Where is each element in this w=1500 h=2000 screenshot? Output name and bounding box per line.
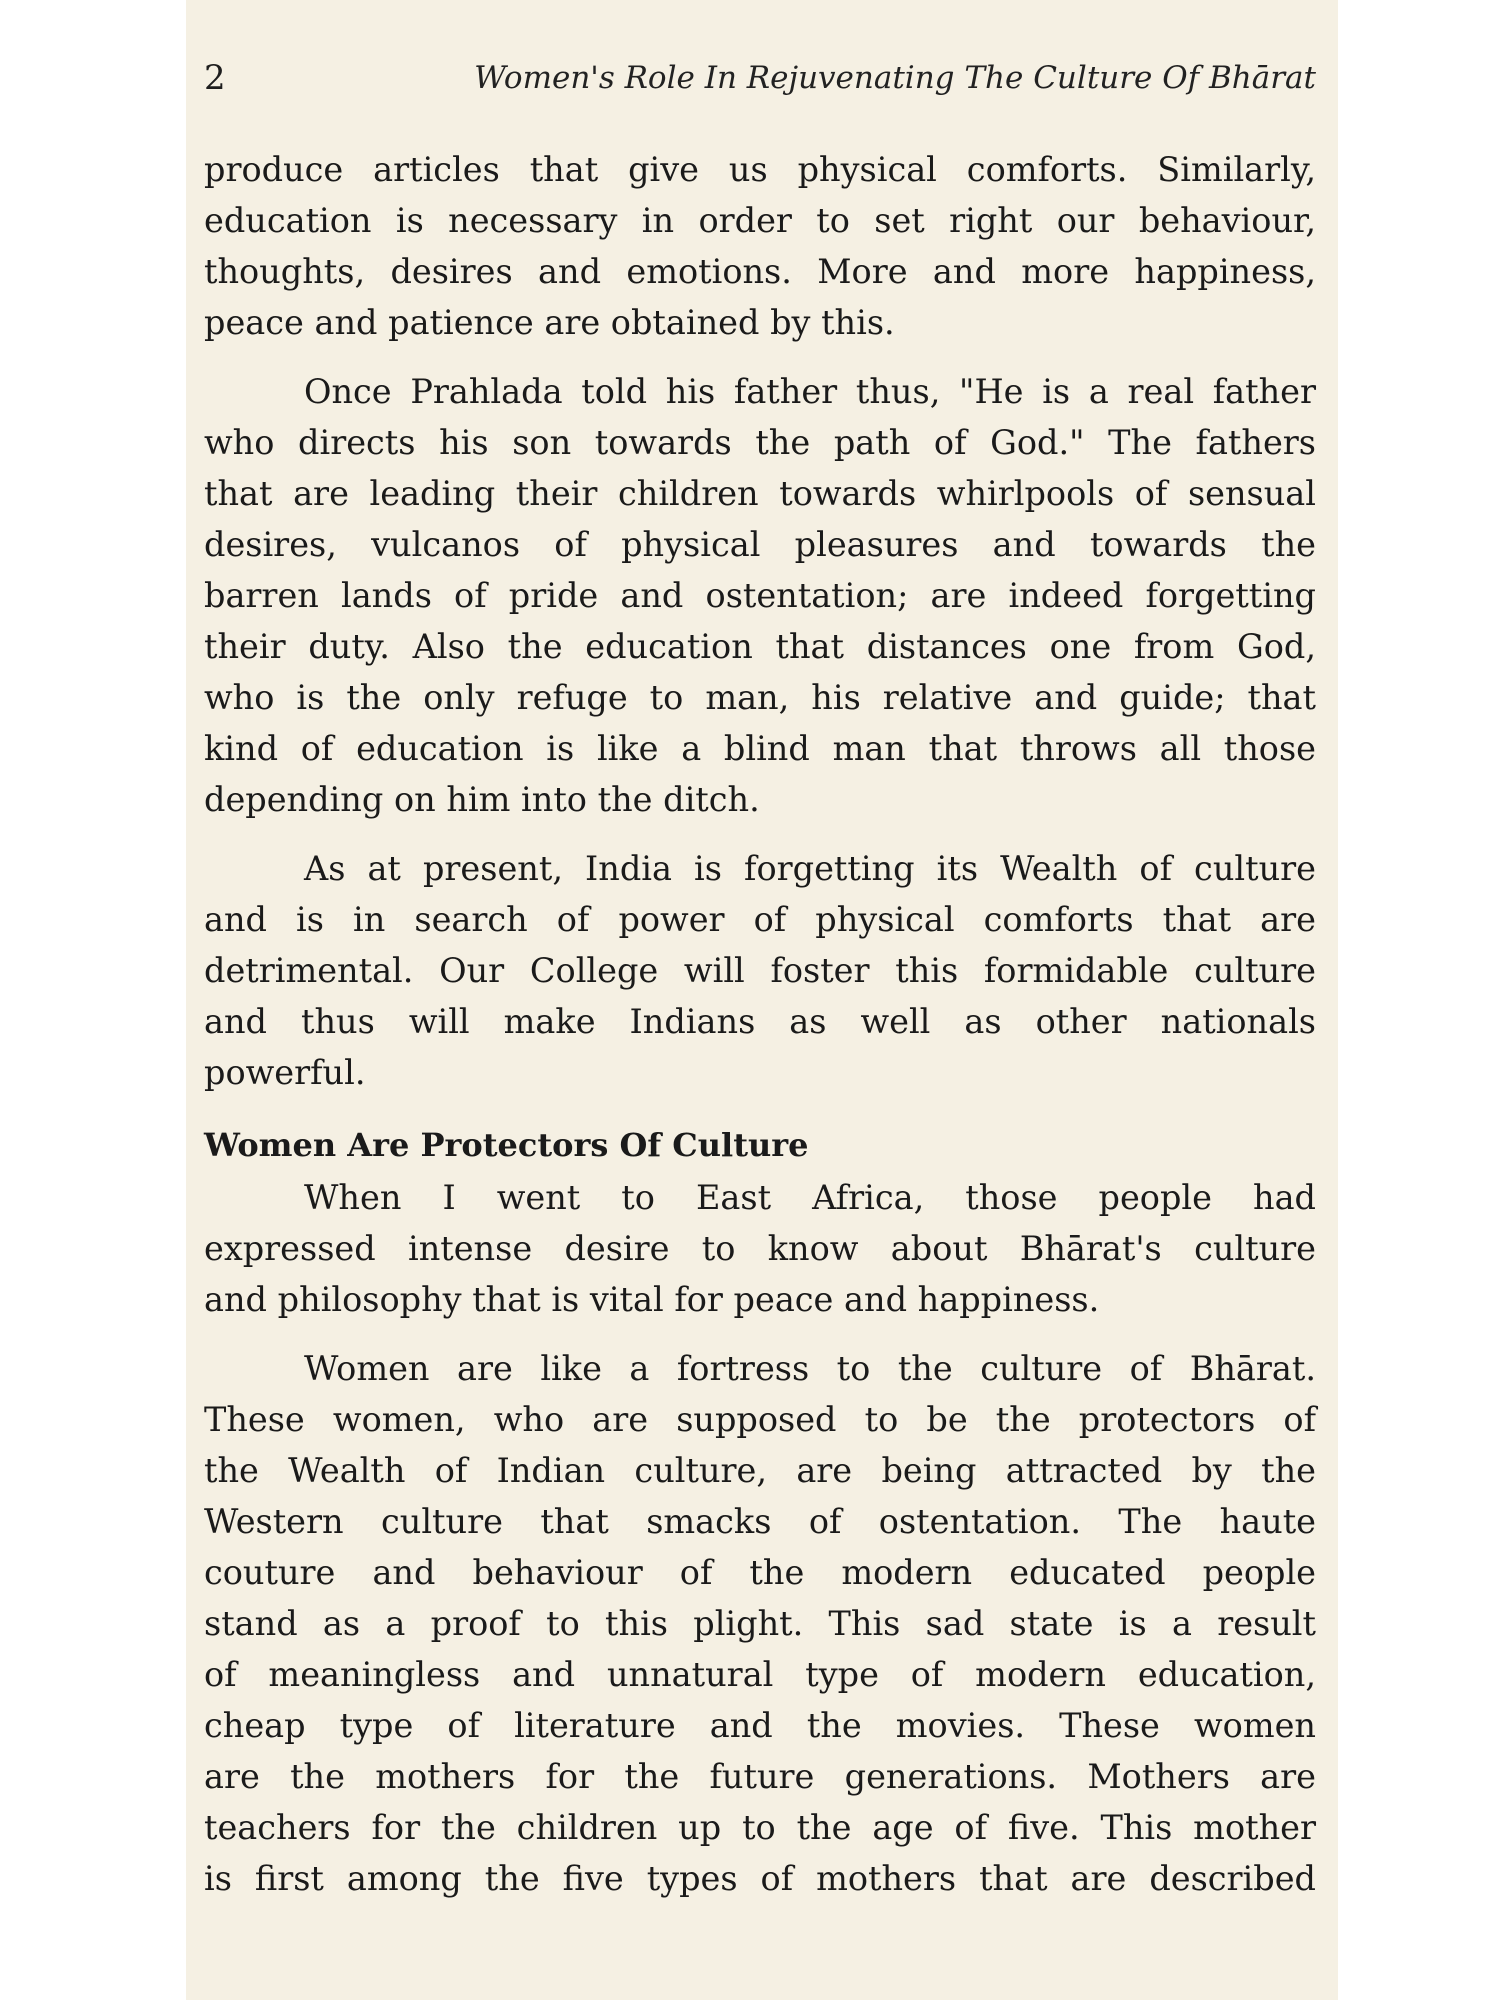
text-line: expressed intense desire to know about Bhārat's culture — [204, 1229, 1316, 1268]
text-line: education is necessary in order to set right our behaviour, — [204, 201, 1316, 240]
text-line: are the mothers for the future generations. Mothers are — [204, 1757, 1316, 1796]
page-header — [204, 58, 1316, 108]
running-title: Women's Role In Rejuvenating The Culture Of Bhārat — [474, 60, 1316, 96]
text-line: These women, who are supposed to be the protectors of — [204, 1400, 1316, 1439]
paragraph-4 — [204, 1172, 1316, 1325]
text-line: kind of education is like a blind man that throws all those — [204, 729, 1316, 768]
text-line: and thus will make Indians as well as other nationals — [204, 1002, 1316, 1041]
text-line: When I went to East Africa, those people had — [304, 1178, 1316, 1217]
text-line: and is in search of power of physical comforts that are — [204, 900, 1316, 939]
text-line: their duty. Also the education that distances one from God, — [204, 627, 1316, 666]
text-line: depending on him into the ditch. — [204, 780, 760, 819]
text-line: As at present, India is forgetting its Wealth of culture — [304, 849, 1316, 888]
text-line: of meaningless and unnatural type of modern education, — [204, 1655, 1316, 1694]
section-heading: Women Are Protectors Of Culture — [204, 1126, 809, 1164]
text-line: Western culture that smacks of ostentation. The haute — [204, 1502, 1316, 1541]
paragraph-5 — [204, 1343, 1316, 1904]
text-line: stand as a proof to this plight. This sad state is a result — [204, 1604, 1316, 1643]
text-line: Women are like a fortress to the culture of Bhārat. — [304, 1349, 1316, 1388]
text-line: couture and behaviour of the modern educated people — [204, 1553, 1316, 1592]
text-line: powerful. — [204, 1053, 366, 1092]
paragraph-3 — [204, 843, 1316, 1098]
paragraph-1 — [204, 144, 1316, 348]
text-line: peace and patience are obtained by this. — [204, 303, 895, 342]
text-line: the Wealth of Indian culture, are being attracted by the — [204, 1451, 1316, 1490]
text-line: Once Prahlada told his father thus, "He is a real father — [304, 372, 1316, 411]
text-line: thoughts, desires and emotions. More and more happiness, — [204, 252, 1316, 291]
page-number: 2 — [204, 58, 226, 98]
paragraph-2 — [204, 366, 1316, 825]
text-line: is first among the five types of mothers that are described — [204, 1859, 1316, 1898]
text-line: produce articles that give us physical comforts. Similarly, — [204, 150, 1316, 189]
text-line: desires, vulcanos of physical pleasures and towards the — [204, 525, 1316, 564]
text-line: teachers for the children up to the age of five. This mother — [204, 1808, 1316, 1847]
text-line: cheap type of literature and the movies. These women — [204, 1706, 1316, 1745]
text-line: who is the only refuge to man, his relative and guide; that — [204, 678, 1316, 717]
body-text — [204, 144, 1316, 1904]
text-line: barren lands of pride and ostentation; are indeed forgetting — [204, 576, 1316, 615]
text-line: who directs his son towards the path of God." The fathers — [204, 423, 1316, 462]
text-line: and philosophy that is vital for peace and happiness. — [204, 1280, 1100, 1319]
text-line: that are leading their children towards whirlpools of sensual — [204, 474, 1316, 513]
text-line: detrimental. Our College will foster this formidable culture — [204, 951, 1316, 990]
